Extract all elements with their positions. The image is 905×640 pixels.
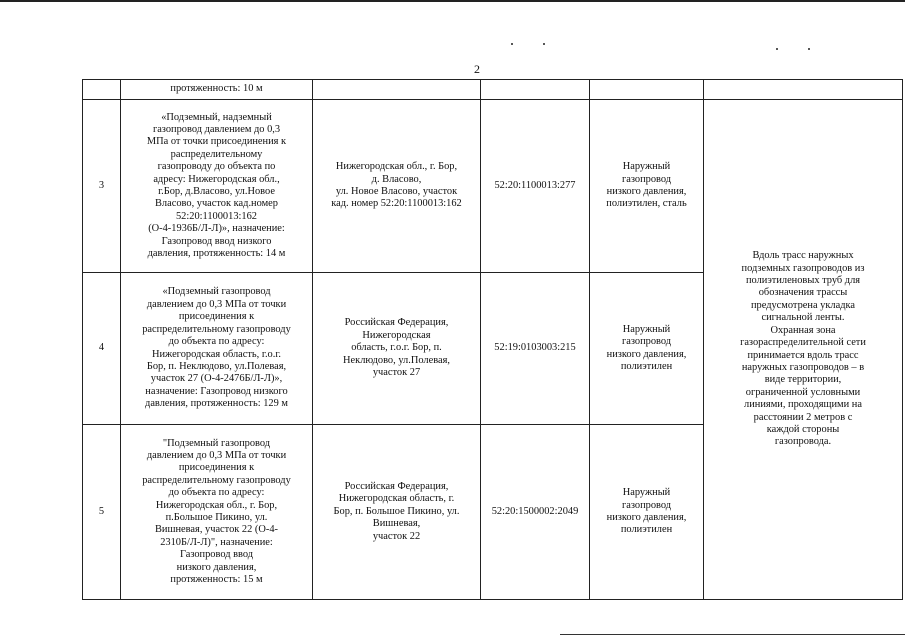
scan-speck bbox=[511, 43, 513, 45]
object-type: Наружный газопровод низкого давления, полиэтилен bbox=[590, 425, 704, 600]
scan-speck bbox=[776, 48, 778, 50]
cell-continuation: протяженность: 10 м bbox=[121, 80, 313, 100]
cell-address bbox=[313, 80, 481, 100]
object-type: Наружный газопровод низкого давления, полиэтилен, сталь bbox=[590, 100, 704, 273]
objects-table bbox=[82, 79, 903, 600]
object-address: Российская Федерация, Нижегородская область, г.о.г. Бор, п. Неклюдово, ул.Полевая, участок 27 bbox=[313, 273, 481, 425]
protection-zone-description: Вдоль трасс наружных подземных газопроводов из полиэтиленовых труб для обозначения трассы предусмотрена укладка сигнальной ленты. Охранная зона газораспределительной сети принимается вдоль трасс наружных газопроводов – в виде территории, ограниченной условными линиями, проходящими на расстоянии 2 метров с каждой стороны газопровода. bbox=[704, 100, 903, 600]
table-row-continuation bbox=[83, 80, 903, 100]
object-address: Российская Федерация, Нижегородская область, г. Бор, п. Большое Пикино, ул. Вишневая, участок 22 bbox=[313, 425, 481, 600]
row-number: 5 bbox=[83, 425, 121, 600]
object-address: Нижегородская обл., г. Бор, д. Власово, ул. Новое Власово, участок кад. номер 52:20:1100013:162 bbox=[313, 100, 481, 273]
row-number: 4 bbox=[83, 273, 121, 425]
table-row bbox=[83, 100, 903, 273]
scan-speck bbox=[808, 48, 810, 50]
cadastral-number: 52:20:1500002:2049 bbox=[481, 425, 590, 600]
bottom-rule bbox=[560, 634, 905, 635]
top-rule bbox=[0, 0, 905, 2]
object-name: «Подземный газопровод давлением до 0,3 МПа от точки присоединения к распределительному газопроводу до объекта по адресу: Нижегородская область, г.о.г. Бор, п. Неклюдово, ул.Полевая, участок 27 (О-4-2476Б/Л-Л)», назначение: Газопровод низкого давления, протяженность: 129 м bbox=[121, 273, 313, 425]
object-name: "Подземный газопровод давлением до 0,3 МПа от точки присоединения к распределительному газопроводу до объекта по адресу: Нижегородская обл., г. Бор, п.Большое Пикино, ул. Вишневая, участок 22 (О-4- 2310Б/Л-Л)", назначение: Газопровод ввод низкого давления, протяженность: 15 м bbox=[121, 425, 313, 600]
cadastral-number: 52:20:1100013:277 bbox=[481, 100, 590, 273]
cell-number bbox=[83, 80, 121, 100]
cadastral-number: 52:19:0103003:215 bbox=[481, 273, 590, 425]
object-name: «Подземный, надземный газопровод давлением до 0,3 МПа от точки присоединения к распределительному газопроводу до объекта по адресу: Нижегородская обл., г.Бор, д.Власово, ул.Новое Власово, участок кад.номер 52:20:1100013:162 (О-4-1936Б/Л-Л)», назначение: Газопровод ввод низкого давления, протяженность: 14 м bbox=[121, 100, 313, 273]
scan-speck bbox=[543, 43, 545, 45]
row-number: 3 bbox=[83, 100, 121, 273]
page-number: 2 bbox=[474, 62, 480, 76]
object-type: Наружный газопровод низкого давления, полиэтилен bbox=[590, 273, 704, 425]
cell-cadastral bbox=[481, 80, 590, 100]
cell-zone bbox=[704, 80, 903, 100]
cell-type bbox=[590, 80, 704, 100]
